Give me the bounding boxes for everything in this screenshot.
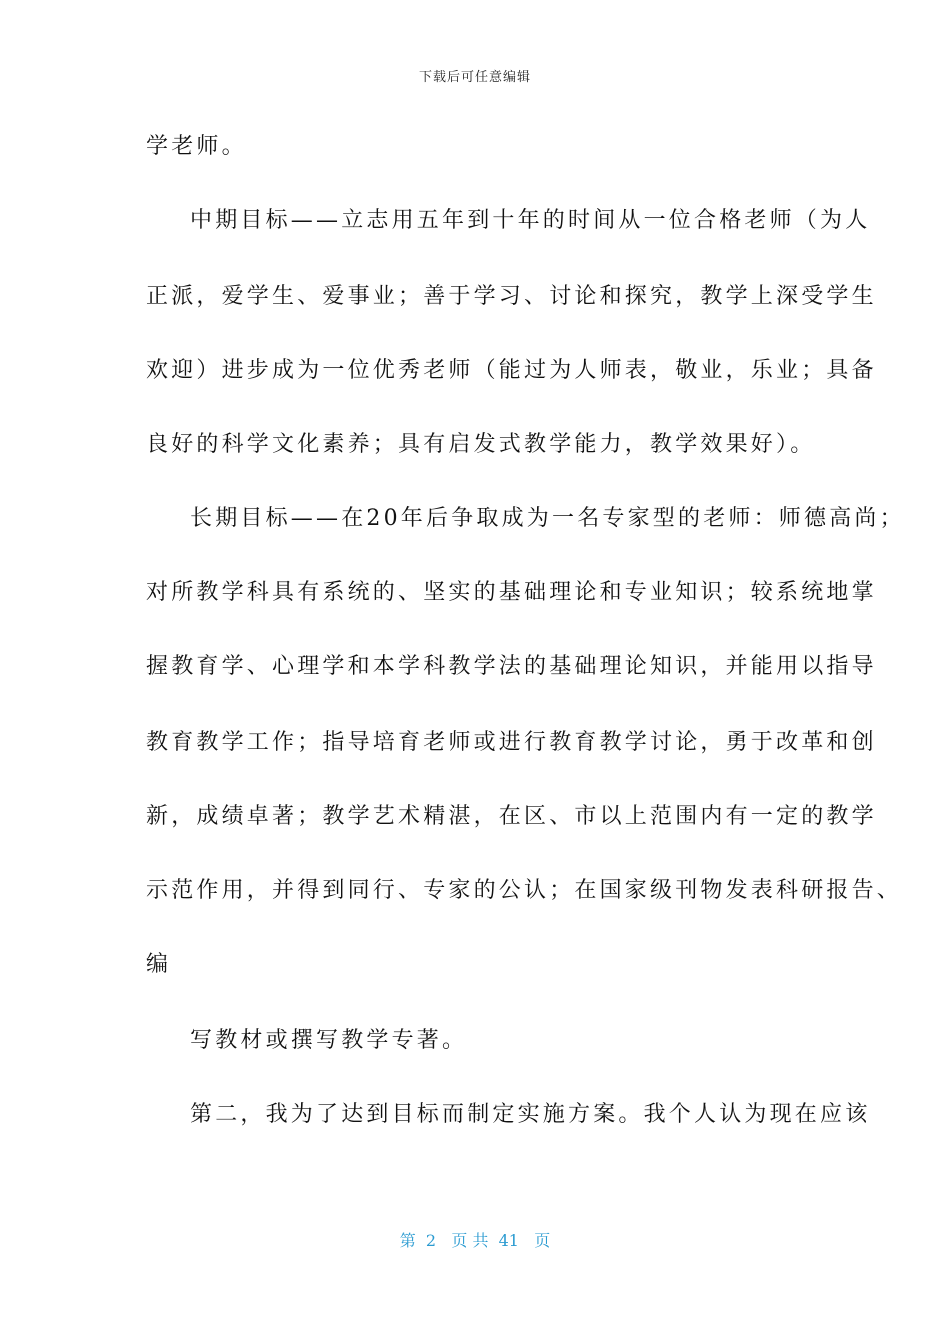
text-line: 新，成绩卓著；教学艺术精湛，在区、市以上范围内有一定的教学: [146, 804, 877, 829]
text-line: 编: [146, 952, 172, 977]
text-line: 长期目标——在20年后争取成为一名专家型的老师：师德高尚；: [190, 506, 905, 531]
text-line: 欢迎）进步成为一位优秀老师（能过为人师表，敬业，乐业；具备: [146, 358, 877, 383]
text-line: 第二，我为了达到目标而制定实施方案。我个人认为现在应该: [190, 1102, 871, 1127]
text-line: 教育教学工作；指导培育老师或进行教育教学讨论，勇于改革和创: [146, 730, 877, 755]
text-line: 学老师。: [146, 134, 247, 159]
text-line: 示范作用，并得到同行、专家的公认；在国家级刊物发表科研报告、: [146, 878, 903, 903]
page-footer: 第 2 页 共 41 页: [399, 1231, 551, 1250]
text-line: 正派，爱学生、爱事业；善于学习、讨论和探究，教学上深受学生: [146, 284, 877, 309]
page-header: 下载后可任意编辑: [418, 70, 531, 85]
text-line: 握教育学、心理学和本学科教学法的基础理论知识，并能用以指导: [146, 654, 877, 679]
text-line: 良好的科学文化素养；具有启发式教学能力，教学效果好）。: [146, 432, 816, 457]
text-line: 对所教学科具有系统的、坚实的基础理论和专业知识；较系统地掌: [146, 580, 877, 605]
text-line: 写教材或撰写教学专著。: [190, 1028, 468, 1053]
text-line: 中期目标——立志用五年到十年的时间从一位合格老师（为人: [190, 208, 871, 233]
